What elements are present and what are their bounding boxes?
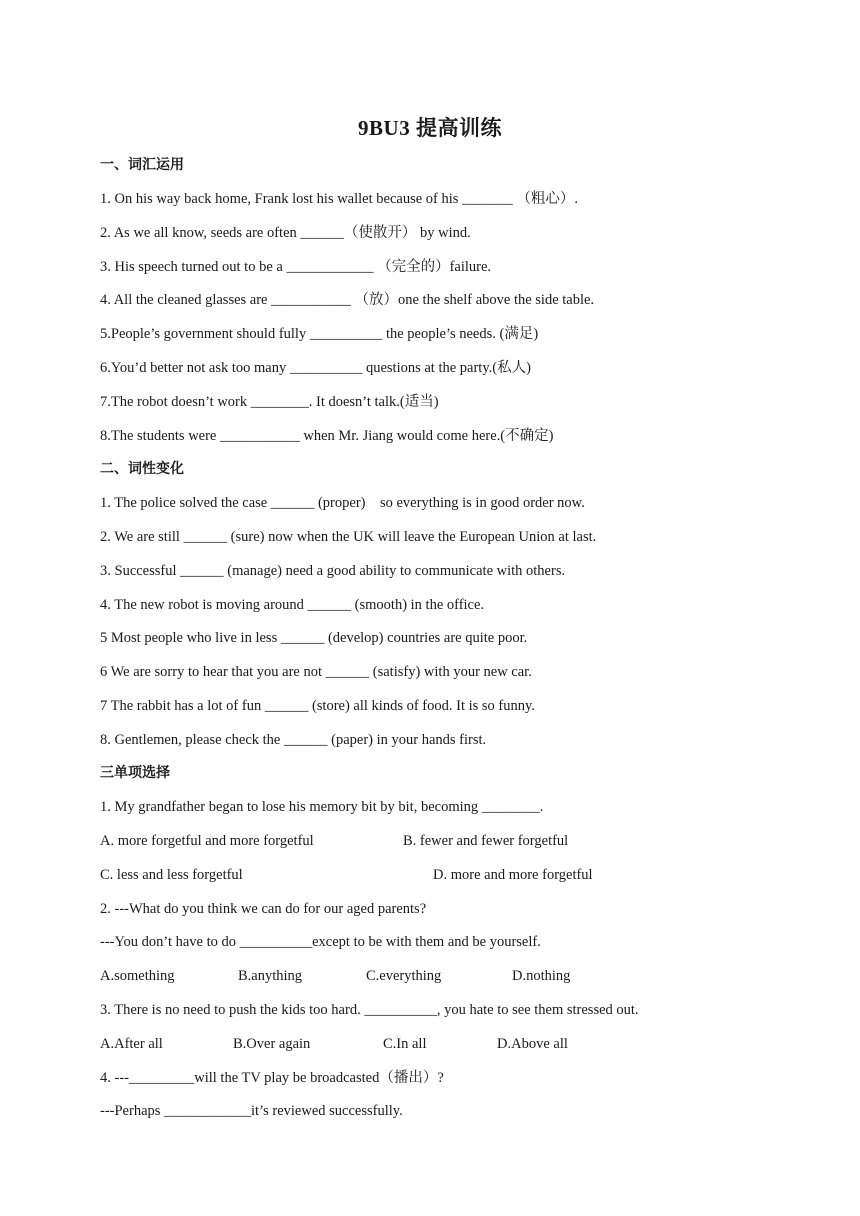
- word-form-question-4: 4. The new robot is moving around ______ (smooth) in the office.: [100, 597, 485, 613]
- mc-question-3-option-d: D.Above all: [497, 1036, 568, 1052]
- vocab-question-4: 4. All the cleaned glasses are ___________ （放）one the shelf above the side table.: [100, 292, 595, 308]
- vocab-question-1: 1. On his way back home, Frank lost his wallet because of his _______ （粗心）.: [100, 191, 579, 207]
- word-form-question-7: 7 The rabbit has a lot of fun ______ (store) all kinds of food. It is so funny.: [100, 698, 535, 714]
- mc-question-4-stem-reply: ---Perhaps ____________it’s reviewed successfully.: [100, 1103, 403, 1119]
- mc-question-3-option-c: C.In all: [383, 1036, 427, 1052]
- word-form-question-6: 6 We are sorry to hear that you are not ______ (satisfy) with your new car.: [100, 664, 532, 680]
- mc-question-2-stem-reply: ---You don’t have to do __________except to be with them and be yourself.: [100, 934, 541, 950]
- mc-question-1-option-a: A. more forgetful and more forgetful: [100, 833, 314, 849]
- vocab-question-8: 8.The students were ___________ when Mr. Jiang would come here.(不确定): [100, 428, 554, 444]
- word-form-question-8: 8. Gentlemen, please check the ______ (paper) in your hands first.: [100, 732, 487, 748]
- mc-question-2-option-b: B.anything: [238, 968, 303, 984]
- word-form-question-5: 5 Most people who live in less ______ (develop) countries are quite poor.: [100, 630, 528, 646]
- word-form-question-2: 2. We are still ______ (sure) now when the UK will leave the European Union at last.: [100, 529, 597, 545]
- page-title: 9BU3 提高训练: [358, 116, 502, 140]
- word-form-question-1: 1. The police solved the case ______ (proper) so everything is in good order now.: [100, 495, 585, 511]
- mc-question-1-option-c: C. less and less forgetful: [100, 867, 243, 883]
- mc-question-1-option-b: B. fewer and fewer forgetful: [403, 833, 569, 849]
- section-heading-multiple-choice: 三单项选择: [100, 765, 170, 781]
- mc-question-2-option-a: A.something: [100, 968, 175, 984]
- mc-question-2-option-c: C.everything: [366, 968, 442, 984]
- mc-question-3-option-a: A.After all: [100, 1036, 163, 1052]
- vocab-question-5: 5.People’s government should fully __________ the people’s needs. (满足): [100, 326, 539, 342]
- mc-question-3-stem: 3. There is no need to push the kids too hard. __________, you hate to see them stressed out.: [100, 1002, 639, 1018]
- section-heading-word-forms: 二、词性变化: [100, 461, 184, 477]
- mc-question-4-stem: 4. ---_________will the TV play be broadcasted（播出）?: [100, 1070, 444, 1086]
- mc-question-2-stem: 2. ---What do you think we can do for our aged parents?: [100, 901, 427, 917]
- mc-question-1-option-d: D. more and more forgetful: [433, 867, 593, 883]
- vocab-question-7: 7.The robot doesn’t work ________. It doesn’t talk.(适当): [100, 394, 439, 410]
- section-heading-vocabulary: 一、词汇运用: [100, 157, 184, 173]
- vocab-question-6: 6.You’d better not ask too many __________ questions at the party.(私人): [100, 360, 531, 376]
- word-form-question-3: 3. Successful ______ (manage) need a good ability to communicate with others.: [100, 563, 566, 579]
- mc-question-2-option-d: D.nothing: [512, 968, 571, 984]
- vocab-question-2: 2. As we all know, seeds are often ______（使散开） by wind.: [100, 225, 471, 241]
- mc-question-1-stem: 1. My grandfather began to lose his memory bit by bit, becoming ________.: [100, 799, 544, 815]
- mc-question-3-option-b: B.Over again: [233, 1036, 311, 1052]
- vocab-question-3: 3. His speech turned out to be a ____________ （完全的）failure.: [100, 259, 492, 275]
